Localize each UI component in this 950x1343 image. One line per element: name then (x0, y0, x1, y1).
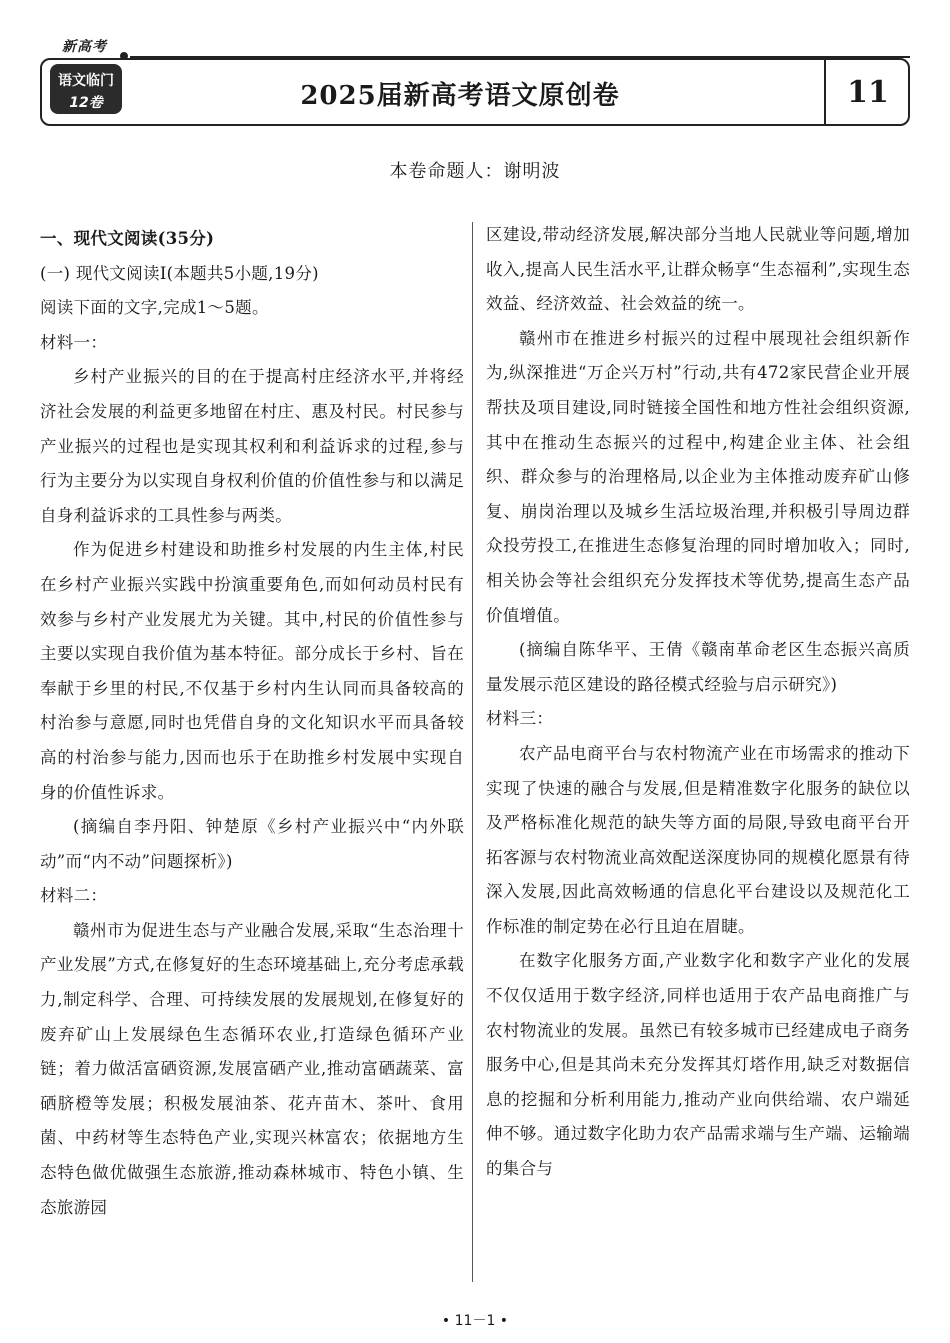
brand-logo (50, 64, 122, 114)
paragraph: 阅读下面的文字,完成1～5题。 (40, 298, 269, 318)
paragraph: 区建设,带动经济发展,解决部分当地人民就业等问题,增加收入,提高人民生活水平,让群众畅享“生态福利”,实现生态效益、经济效益、社会效益的统一。 (486, 225, 910, 314)
paragraph: (一) 现代文阅读Ⅰ(本题共5小题,19分) (40, 263, 319, 283)
paragraph: 一、现代文阅读(35分) (40, 229, 215, 248)
paragraph: 农产品电商平台与农村物流产业在市场需求的推动下实现了快速的融合与发展,但是精准数字化服务的缺位以及严格标准化规范的缺失等方面的局限,导致电商平台开拓客源与农村物流业高效配送深度协同的规模化愿景有待深入发展,因此高效畅通的信息化平台建设以及规范化工作标准的制定势在必行且迫在眉睫。 (486, 743, 910, 936)
issue-number: 11 (824, 60, 910, 126)
page-number: • 11－1 • (441, 1313, 509, 1329)
paragraph: (摘编自李丹阳、钟楚原《乡村产业振兴中“内外联动”而“内不动”问题探析》) (40, 817, 464, 871)
page-title: 2025届新高考语文原创卷 (300, 81, 620, 111)
paragraph: 赣州市在推进乡村振兴的过程中展现社会组织新作为,纵深推进“万企兴万村”行动,共有472家民营企业开展帮扶及项目建设,同时链接全国性和地方性社会组织资源,其中在推动生态振兴的过程中,构建企业主体、社会组织、群众参与的治理格局,以企业为主体推动废弃矿山修复、崩岗治理以及城乡生活垃圾治理,并积极引导周边群众投劳投工,在推进生态修复治理的同时增加收入；同时,相关协会等社会组织充分发挥技术等优势,提高生态产品价值增值。 (486, 328, 910, 625)
author-line: 本卷命题人：谢明波 (389, 161, 561, 182)
brand-logo-line2: 12卷 (69, 95, 103, 111)
paragraph: (摘编自陈华平、王倩《赣南革命老区生态振兴高质量发展示范区建设的路径模式经验与启示研究》) (486, 640, 910, 694)
header-rule (130, 56, 910, 58)
paragraph: 材料二： (40, 886, 108, 906)
right-column (486, 218, 910, 1187)
brand-logo-line1: 语文临门 (58, 73, 114, 89)
paragraph: 乡村产业振兴的目的在于提高村庄经济水平,并将经济社会发展的利益更多地留在村庄、惠及村民。村民参与产业振兴的过程也是实现其权利和利益诉求的过程,参与行为主要分为以实现自身权利价值的价值性参与和以满足自身利益诉求的工具性参与两类。 (40, 367, 464, 525)
header-rule-dot (120, 52, 128, 60)
paragraph: 赣州市为促进生态与产业融合发展,采取“生态治理十产业发展”方式,在修复好的生态环境基础上,充分考虑承载力,制定科学、合理、可持续发展的发展规划,在修复好的废弃矿山上发展绿色生态循环农业,打造绿色循环产业链；着力做活富硒资源,发展富硒产业,推动富硒蔬菜、富硒脐橙等发展；积极发展油茶、花卉苗木、茶叶、食用菌、中药材等生态特色产业,实现兴林富农；依据地方生态特色做优做强生态旅游,推动森林城市、特色小镇、生态旅游园 (40, 920, 464, 1217)
paragraph: 作为促进乡村建设和助推乡村发展的内生主体,村民在乡村产业振兴实践中扮演重要角色,而如何动员村民有效参与乡村产业发展尤为关键。其中,村民的价值性参与主要以实现自我价值为基本特征。部分成长于乡村、旨在奉献于乡里的村民,不仅基于乡村内生认同而具备较高的村治参与意愿,同时也凭借自身的文化知识水平而具备较高的村治参与能力,因而也乐于在助推乡村发展中实现自身的价值性诉求。 (40, 540, 464, 802)
paragraph: 在数字化服务方面,产业数字化和数字产业化的发展不仅仅适用于数字经济,同样也适用于农产品电商推广与农村物流业的发展。虽然已有较多城市已经建成电子商务服务中心,但是其尚未充分发挥其灯塔作用,缺乏对数据信息的挖掘和分析利用能力,推动产业向供给端、农户端延伸不够。通过数字化助力农产品需求端与生产端、运输端的集合与 (486, 951, 910, 1179)
paragraph: 材料一： (40, 332, 108, 352)
paragraph: 材料三： (486, 709, 554, 729)
brand-tagline: 新高考 (58, 36, 111, 56)
column-divider (472, 222, 473, 1282)
left-column (40, 222, 464, 1225)
